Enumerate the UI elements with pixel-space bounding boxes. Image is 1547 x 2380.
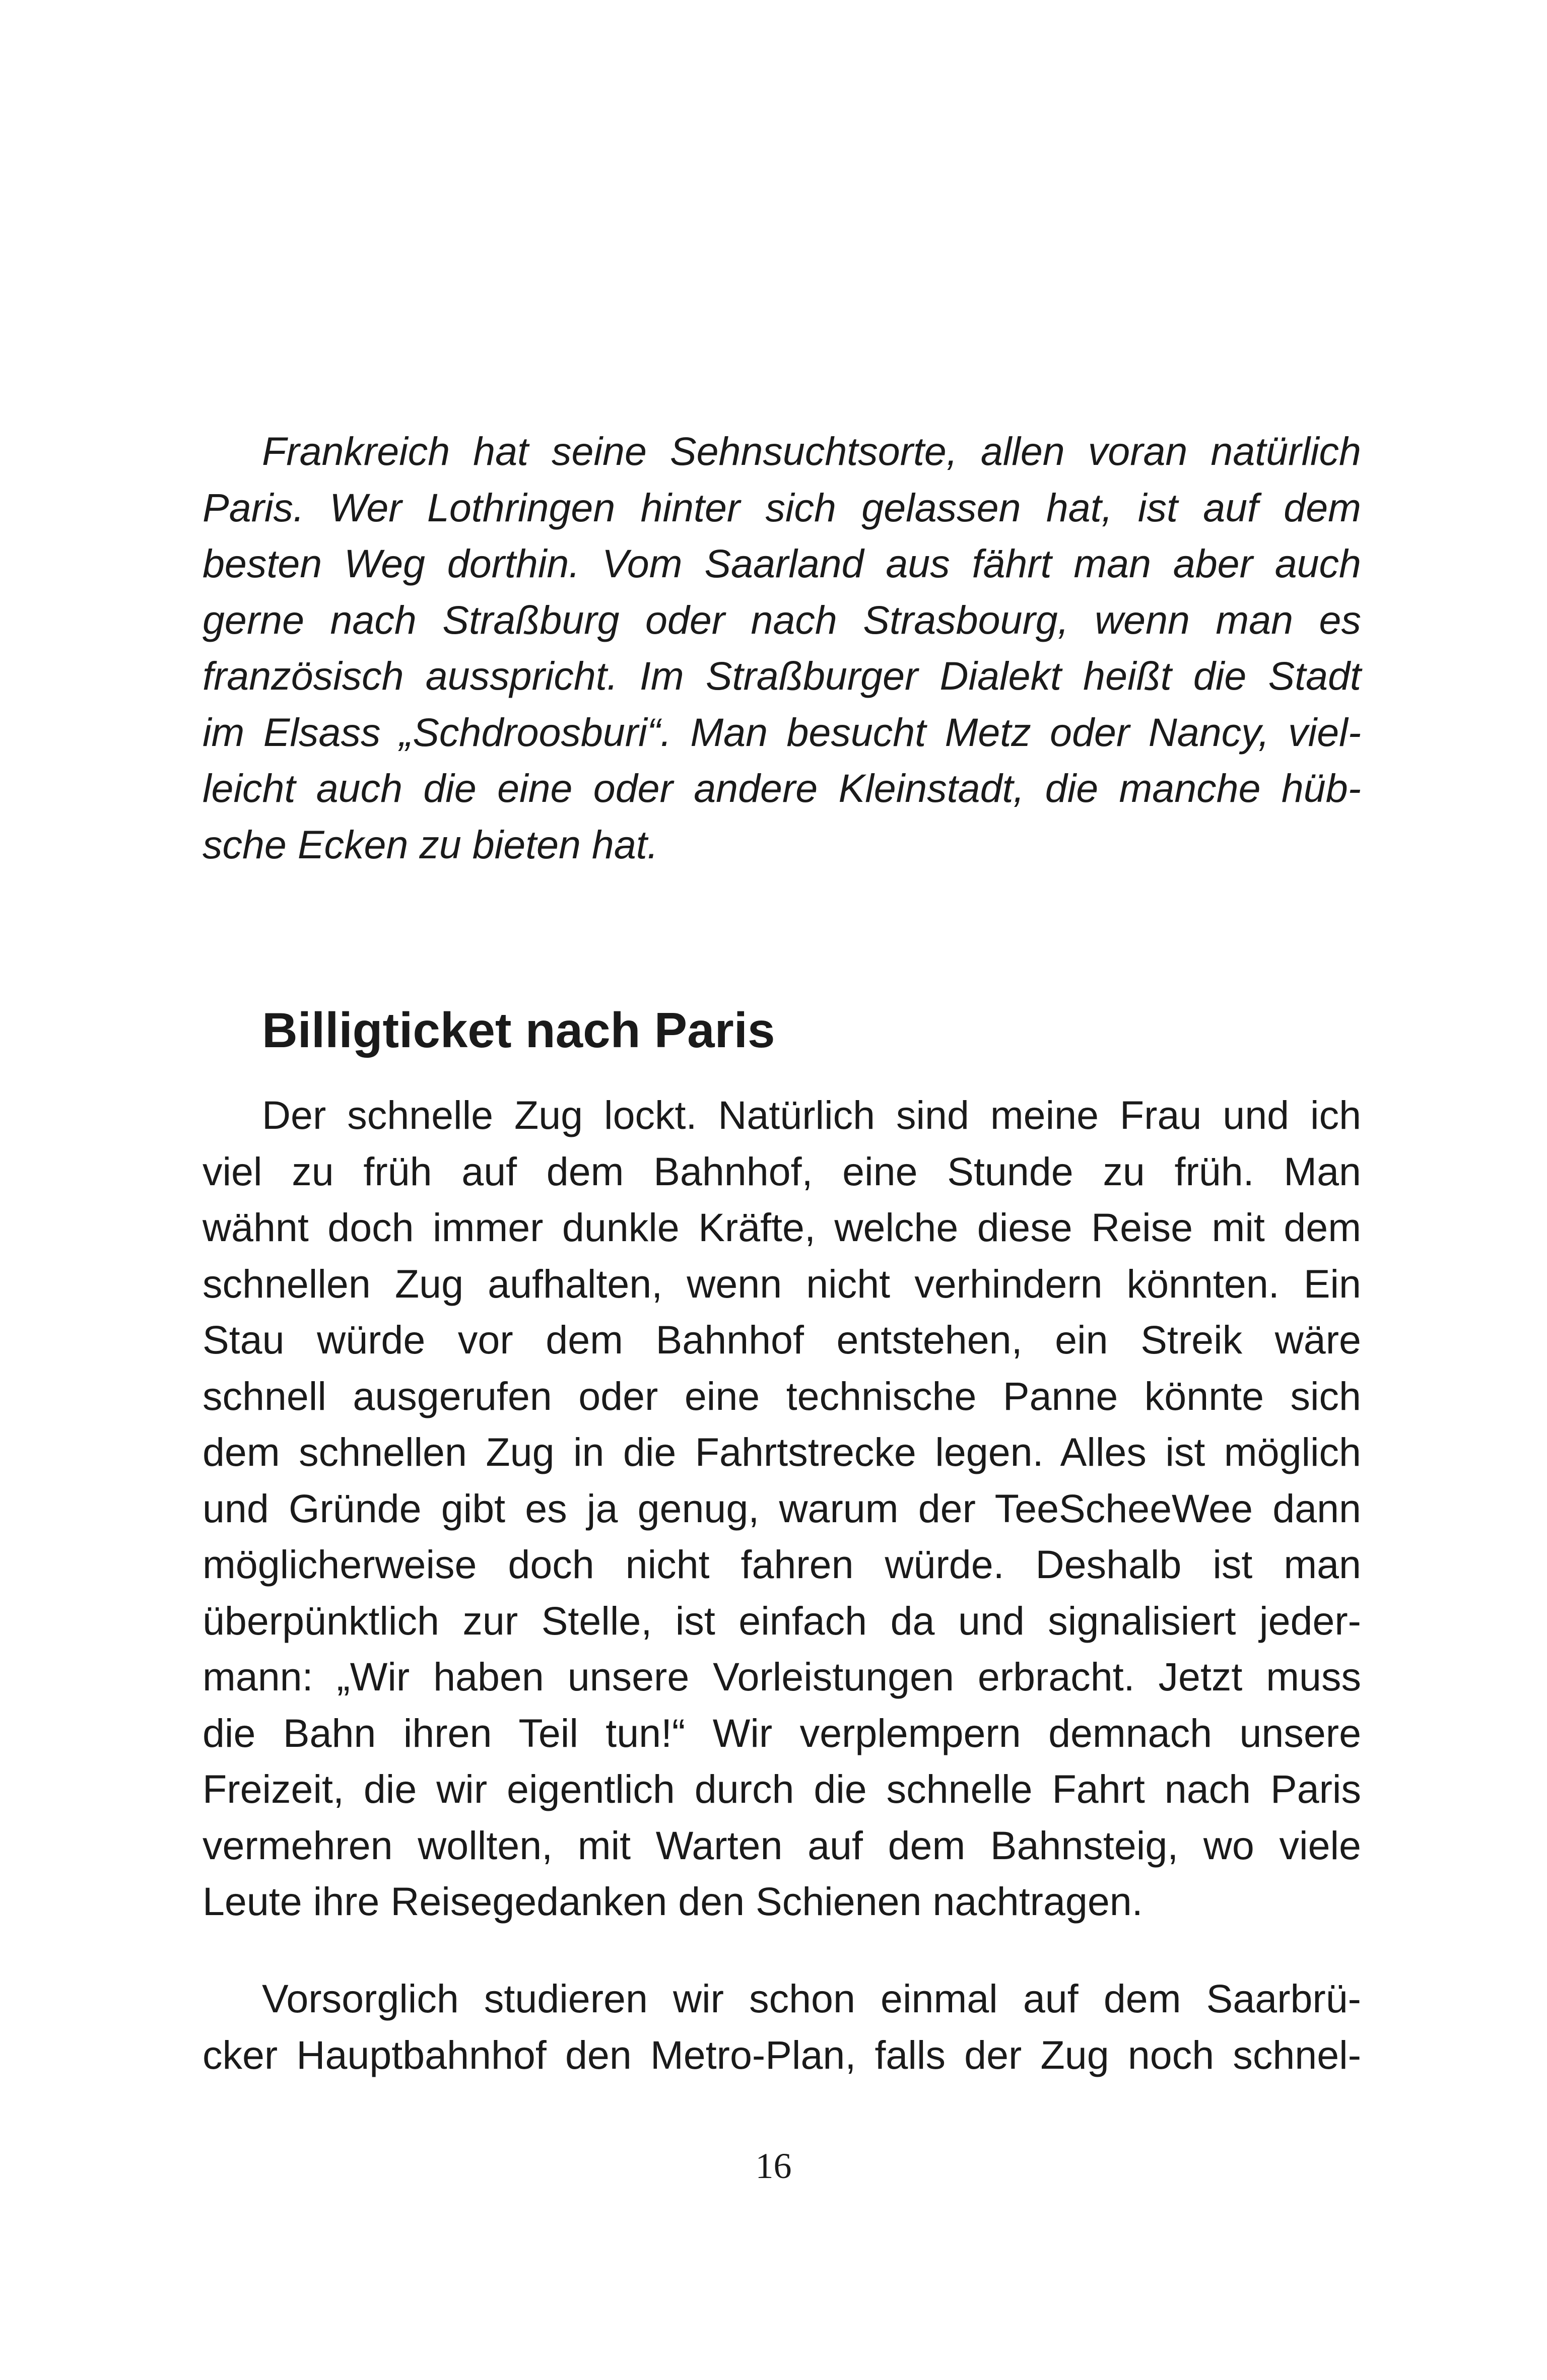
body-line: cker Hauptbahnhof den Metro-Plan, falls der Zug noch schnel- xyxy=(203,2032,1361,2077)
section-heading: Billigticket nach Paris xyxy=(262,1002,775,1058)
intro-line: Frankreich hat seine Sehnsuchtsorte, allen voran natürlich xyxy=(262,429,1361,473)
intro-line: französisch ausspricht. Im Straßburger Dialekt heißt die Stadt xyxy=(203,653,1361,698)
body-paragraph-1 xyxy=(203,1087,1361,1930)
intro-line: besten Weg dorthin. Vom Saarland aus fährt man aber auch xyxy=(203,541,1361,586)
body-line: Leute ihre Reisegedanken den Schienen nachtragen. xyxy=(203,1879,1143,1924)
body-line: Vorsorglich studieren wir schon einmal auf dem Saarbrü- xyxy=(262,1976,1361,2021)
body-line: dem schnellen Zug in die Fahrtstrecke legen. Alles ist möglich xyxy=(203,1430,1361,1474)
body-line: Freizeit, die wir eigentlich durch die schnelle Fahrt nach Paris xyxy=(203,1766,1361,1811)
intro-line: sche Ecken zu bieten hat. xyxy=(203,822,658,867)
body-line: vermehren wollten, mit Warten auf dem Bahnsteig, wo viele xyxy=(203,1822,1361,1868)
intro-line: leicht auch die eine oder andere Kleinstadt, die manche hüb- xyxy=(203,766,1361,810)
body-line: Der schnelle Zug lockt. Natürlich sind meine Frau und ich xyxy=(262,1093,1361,1137)
intro-line: gerne nach Straßburg oder nach Strasbourg, wenn man es xyxy=(203,597,1361,642)
body-line: überpünktlich zur Stelle, ist einfach da und signalisiert jeder- xyxy=(203,1598,1361,1643)
body-paragraph-2 xyxy=(203,1970,1361,2083)
body-line: und Gründe gibt es ja genug, warum der TeeScheeWee dann xyxy=(203,1485,1361,1531)
body-line: Stau würde vor dem Bahnhof entstehen, ein Streik wäre xyxy=(203,1317,1361,1362)
body-line: die Bahn ihren Teil tun!“ Wir verplempern demnach unsere xyxy=(203,1710,1361,1755)
intro-paragraph xyxy=(203,423,1361,872)
body-line: viel zu früh auf dem Bahnhof, eine Stunde zu früh. Man xyxy=(203,1148,1361,1194)
intro-line: im Elsass „Schdroosburi“. Man besucht Metz oder Nancy, viel- xyxy=(203,709,1361,755)
body-line: möglicherweise doch nicht fahren würde. Deshalb ist man xyxy=(203,1542,1361,1587)
intro-line: Paris. Wer Lothringen hinter sich gelassen hat, ist auf dem xyxy=(203,485,1361,530)
body-line: mann: „Wir haben unsere Vorleistungen erbracht. Jetzt muss xyxy=(203,1654,1361,1699)
page-number: 16 xyxy=(755,2146,792,2186)
body-line: wähnt doch immer dunkle Kräfte, welche diese Reise mit dem xyxy=(203,1205,1361,1250)
body-line: schnellen Zug aufhalten, wenn nicht verhindern könnten. Ein xyxy=(203,1261,1361,1306)
body-line: schnell ausgerufen oder eine technische Panne könnte sich xyxy=(203,1373,1361,1418)
